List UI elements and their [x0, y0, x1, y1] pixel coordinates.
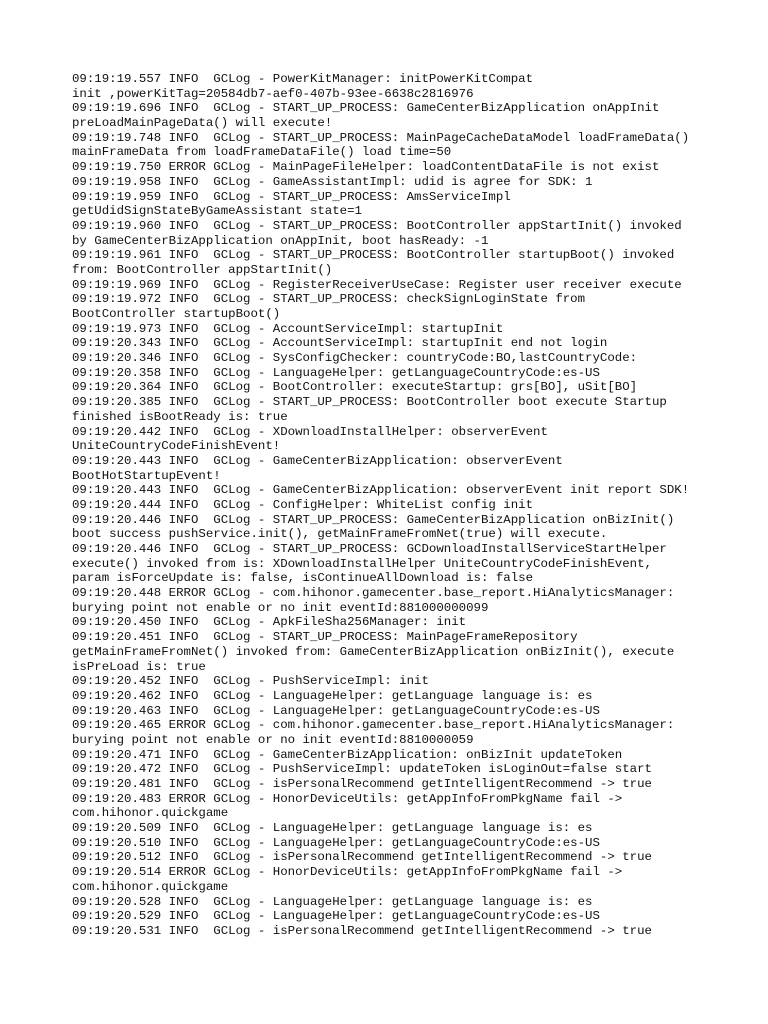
log-line: 09:19:20.531 INFO GCLog - isPersonalRecommend getIntelligentRecommend -> true — [72, 923, 652, 938]
log-line: 09:19:20.465 ERROR GCLog - com.hihonor.gamecenter.base_report.HiAnalyticsManager: — [72, 718, 675, 733]
log-line: 09:19:20.346 INFO GCLog - SysConfigChecker: countryCode:BO,lastCountryCode: — [72, 351, 638, 366]
log-line: isPreLoad is: true — [72, 659, 206, 674]
log-line: mainFrameData from loadFrameDataFile() load time=50 — [72, 145, 452, 160]
log-line: 09:19:20.385 INFO GCLog - START_UP_PROCESS: BootController boot execute Startup — [72, 395, 667, 410]
log-line: com.hihonor.quickgame — [72, 806, 229, 821]
log-line: 09:19:20.443 INFO GCLog - GameCenterBizApplication: observerEvent — [72, 453, 563, 468]
log-line: 09:19:19.557 INFO GCLog - PowerKitManager: initPowerKitCompat — [72, 72, 534, 86]
log-line: 09:19:20.446 INFO GCLog - START_UP_PROCESS: GameCenterBizApplication onBizInit() — [72, 512, 675, 527]
log-line: 09:19:20.510 INFO GCLog - LanguageHelper: getLanguageCountryCode:es-US — [72, 835, 600, 850]
log-line: execute() invoked from is: XDownloadInstallHelper UniteCountryCodeFinishEvent, — [72, 556, 652, 571]
log-line: burying point not enable or no init eventId:8810000059 — [72, 732, 474, 747]
log-line: param isForceUpdate is: false, isContinueAllDownload is: false — [72, 571, 534, 586]
log-line: BootHotStartupEvent! — [72, 468, 221, 483]
log-line: 09:19:20.463 INFO GCLog - LanguageHelper: getLanguageCountryCode:es-US — [72, 703, 600, 718]
log-line: 09:19:19.959 INFO GCLog - START_UP_PROCESS: AmsServiceImpl — [72, 189, 511, 204]
log-line: com.hihonor.quickgame — [72, 879, 229, 894]
log-line: 09:19:20.450 INFO GCLog - ApkFileSha256Manager: init — [72, 615, 467, 630]
log-line: 09:19:19.750 ERROR GCLog - MainPageFileHelper: loadContentDataFile is not exist — [72, 160, 660, 175]
log-line: 09:19:20.444 INFO GCLog - ConfigHelper: WhiteList config init — [72, 497, 534, 512]
log-line: from: BootController appStartInit() — [72, 262, 333, 277]
log-line: 09:19:20.481 INFO GCLog - isPersonalRecommend getIntelligentRecommend -> true — [72, 777, 652, 791]
log-line: 09:19:20.471 INFO GCLog - GameCenterBizApplication: onBizInit updateToken — [72, 747, 623, 762]
log-line: 09:19:20.452 INFO GCLog - PushServiceImpl: init — [72, 674, 429, 689]
log-line: 09:19:20.512 INFO GCLog - isPersonalRecommend getIntelligentRecommend -> true — [72, 850, 652, 865]
log-line: 09:19:20.529 INFO GCLog - LanguageHelper: getLanguageCountryCode:es-US — [72, 909, 600, 924]
log-line: 09:19:20.528 INFO GCLog - LanguageHelper: getLanguage language is: es — [72, 894, 593, 909]
log-line: 09:19:20.343 INFO GCLog - AccountServiceImpl: startupInit end not login — [72, 336, 608, 351]
log-line: 09:19:20.451 INFO GCLog - START_UP_PROCESS: MainPageFrameRepository — [72, 630, 578, 645]
log-line: 09:19:20.462 INFO GCLog - LanguageHelper: getLanguage language is: es — [72, 688, 593, 703]
log-line: 09:19:20.442 INFO GCLog - XDownloadInstallHelper: observerEvent — [72, 424, 548, 439]
log-line: 09:19:19.973 INFO GCLog - AccountServiceImpl: startupInit — [72, 321, 504, 336]
log-line: 09:19:20.448 ERROR GCLog - com.hihonor.gamecenter.base_report.HiAnalyticsManager: — [72, 586, 675, 601]
log-line: 09:19:20.483 ERROR GCLog - HonorDeviceUtils: getAppInfoFromPkgName fail -> — [72, 791, 623, 806]
log-line: 09:19:20.446 INFO GCLog - START_UP_PROCESS: GCDownloadInstallServiceStartHelper — [72, 542, 667, 556]
log-line: 09:19:19.958 INFO GCLog - GameAssistantImpl: udid is agree for SDK: 1 — [72, 174, 593, 189]
log-line: 09:19:19.748 INFO GCLog - START_UP_PROCESS: MainPageCacheDataModel loadFrameData() — [72, 130, 690, 145]
log-line: 09:19:19.969 INFO GCLog - RegisterReceiverUseCase: Register user receiver execute — [72, 277, 682, 292]
log-line: 09:19:20.514 ERROR GCLog - HonorDeviceUtils: getAppInfoFromPkgName fail -> — [72, 865, 623, 880]
log-line: preLoadMainPageData() will execute! — [72, 116, 333, 131]
log-line: 09:19:20.509 INFO GCLog - LanguageHelper: getLanguage language is: es — [72, 821, 593, 836]
log-line: 09:19:19.961 INFO GCLog - START_UP_PROCESS: BootController startupBoot() invoked — [72, 248, 675, 263]
log-line: 09:19:20.443 INFO GCLog - GameCenterBizApplication: observerEvent init report SDK! — [72, 483, 690, 498]
log-line: getMainFrameFromNet() invoked from: GameCenterBizApplication onBizInit(), execute — [72, 644, 675, 659]
log-line: boot success pushService.init(), getMainFrameFromNet(true) will execute. — [72, 527, 608, 542]
log-line: 09:19:19.696 INFO GCLog - START_UP_PROCESS: GameCenterBizApplication onAppInit — [72, 101, 660, 116]
log-line: getUdidSignStateByGameAssistant state=1 — [72, 204, 362, 219]
log-line: BootController startupBoot() — [72, 307, 281, 321]
log-text-block — [72, 72, 712, 939]
log-line: 09:19:20.472 INFO GCLog - PushServiceImpl: updateToken isLoginOut=false start — [72, 762, 652, 777]
log-line: burying point not enable or no init eventId:881000000099 — [72, 600, 489, 615]
log-line: finished isBootReady is: true — [72, 409, 288, 424]
log-line: 09:19:19.972 INFO GCLog - START_UP_PROCESS: checkSignLoginState from — [72, 292, 586, 307]
log-line: 09:19:20.358 INFO GCLog - LanguageHelper: getLanguageCountryCode:es-US — [72, 365, 600, 380]
log-line: 09:19:20.364 INFO GCLog - BootController: executeStartup: grs[BO], uSit[BO] — [72, 380, 638, 395]
log-line: by GameCenterBizApplication onAppInit, boot hasReady: -1 — [72, 233, 489, 248]
log-line: init ,powerKitTag=20584db7-aef0-407b-93ee-6638c2816976 — [72, 86, 474, 101]
log-line: 09:19:19.960 INFO GCLog - START_UP_PROCESS: BootController appStartInit() invoked — [72, 218, 682, 233]
log-line: UniteCountryCodeFinishEvent! — [72, 439, 281, 454]
